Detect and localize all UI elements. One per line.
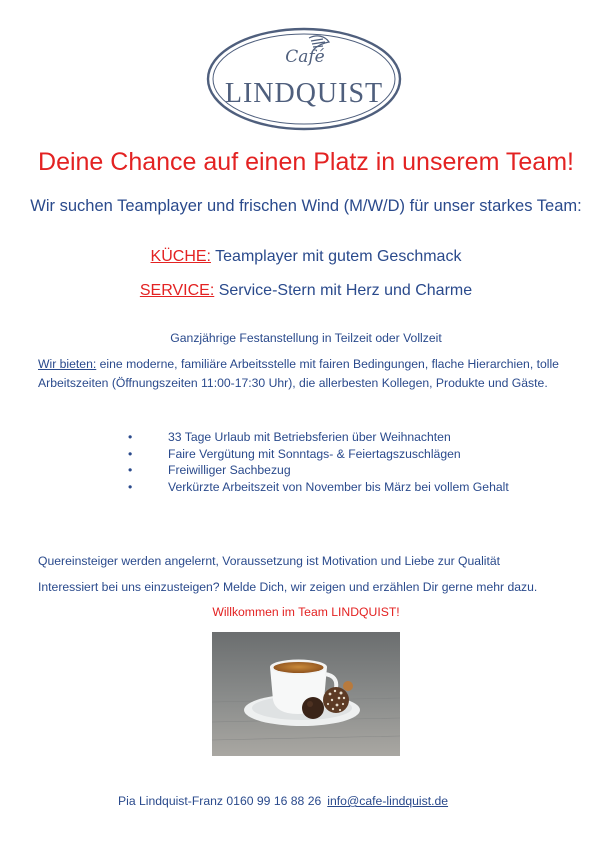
bullet-icon: • <box>128 463 133 477</box>
bullet-icon: • <box>128 479 133 494</box>
subline: Wir suchen Teamplayer und frischen Wind (M/W/D) für unser starkes Team: <box>30 197 582 215</box>
benefit-item: • Verkürzte Arbeitszeit von November bis März bei vollem Gehalt <box>128 479 509 494</box>
offer-paragraph <box>38 355 578 393</box>
job-service-text: Service-Stern mit Herz und Charme <box>214 282 473 299</box>
truffle-nut <box>343 681 353 691</box>
employment-type: Ganzjährige Festanstellung in Teilzeit oder Vollzeit <box>170 331 442 345</box>
benefits-list <box>128 430 588 496</box>
lateral-entry-note: Quereinsteiger werden angelernt, Voraussetzung ist Motivation und Liebe zur Qualität <box>38 554 501 568</box>
job-kitchen-text: Teamplayer mit gutem Geschmack <box>210 248 462 265</box>
logo-brand-text: LINDQUIST <box>224 78 384 109</box>
cafe-lindquist-logo <box>205 26 403 132</box>
benefit-item: • 33 Tage Urlaub mit Betriebsferien über Weihnachten <box>128 430 451 444</box>
crema <box>274 662 324 673</box>
interest-note: Interessiert bei uns einzusteigen? Melde Dich, wir zeigen und erzählen Dir gerne mehr dazu. <box>38 580 538 594</box>
contact-line <box>118 794 448 808</box>
bullet-icon: • <box>128 446 133 461</box>
coffee-photo <box>212 632 400 756</box>
offer-label: Wir bieten: <box>38 357 97 371</box>
welcome-text: Willkommen im Team LINDQUIST! <box>212 605 400 619</box>
benefit-item: • Faire Vergütung mit Sonntags- & Feiertagszuschlägen <box>128 446 461 461</box>
truffle-dark <box>302 697 324 719</box>
headline: Deine Chance auf einen Platz in unserem Team! <box>38 148 574 176</box>
offer-text: eine moderne, familiäre Arbeitsstelle mit fairen Bedingungen, flache Hierarchien, tolle Arbeitszeiten (Öffnungszeiten 11:00-17:30 Uhr), die allerbesten Kollegen, Produkte und Gäste. <box>38 357 559 390</box>
job-kitchen-label: KÜCHE: <box>150 248 211 265</box>
job-service <box>0 282 612 300</box>
contact-email-link[interactable]: info@cafe-lindquist.de <box>327 794 449 808</box>
bullet-icon: • <box>128 430 133 444</box>
contact-name-phone: Pia Lindquist-Franz 0160 99 16 88 26 <box>118 794 322 808</box>
job-kitchen <box>0 248 612 266</box>
benefit-item: • Freiwilliger Sachbezug <box>128 463 291 477</box>
logo-script-text: Café <box>285 47 325 67</box>
job-service-label: SERVICE: <box>139 282 215 299</box>
